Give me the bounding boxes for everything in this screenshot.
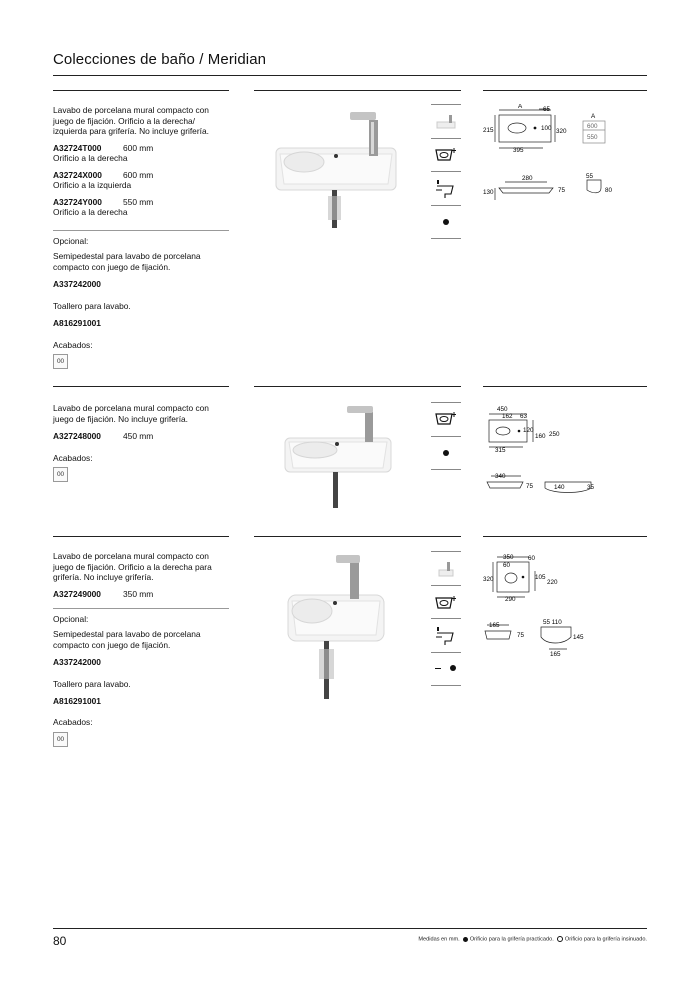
thumbnail-icon — [433, 559, 459, 581]
dim-165-b: 165 — [550, 651, 561, 658]
dim-220: 220 — [547, 579, 558, 586]
section1-icon-cell-4 — [431, 205, 461, 206]
dim-250: 250 — [549, 431, 560, 438]
practiced-hole-icon — [443, 450, 449, 456]
section1-note-3: Orificio a la derecha — [53, 207, 128, 217]
practiced-hole-icon — [443, 219, 449, 225]
footer-practiced: Orificio para la grifería practicado. — [469, 936, 554, 943]
dim-100: 100 — [541, 125, 552, 132]
dim-280: 280 — [522, 175, 533, 182]
section3-finishes-label: Acabados: — [53, 717, 93, 727]
footer-rule — [53, 928, 647, 929]
section1-code-2: A32724X000 — [53, 170, 102, 180]
section2-icon-cell-3 — [431, 469, 461, 470]
section1-icon-cell-1 — [431, 104, 461, 105]
section1-finishes-label: Acabados: — [53, 340, 93, 350]
dim-145: 145 — [573, 634, 584, 641]
dim-table-550: 550 — [587, 134, 598, 141]
footer-measures: Medidas en mm. — [418, 936, 460, 943]
section2-product-image — [275, 400, 405, 515]
dim-290: 290 — [505, 596, 516, 603]
section3-finish-swatch: 00 — [53, 732, 68, 747]
dim-35: 35 — [587, 484, 595, 491]
thumbnail-icon — [433, 112, 459, 132]
section3-icon-column — [431, 551, 461, 687]
section3-rule-dims — [483, 536, 647, 537]
section2-icon-cell-2 — [431, 436, 461, 437]
section2-icon-column — [431, 402, 461, 470]
section3-optional-code: A337242000 — [53, 657, 101, 667]
dim-55: 55 — [586, 173, 594, 180]
section3-optional-label: Opcional: — [53, 614, 89, 624]
section1-code-1: A32724T000 — [53, 143, 102, 153]
section2-code: A327248000 — [53, 431, 101, 441]
dim-140: 140 — [554, 484, 565, 491]
section2-icon-cell-1 — [431, 402, 461, 403]
dim-60-a: 60 — [528, 555, 536, 562]
section1-icon-cell-5 — [431, 238, 461, 239]
section1-code-3: A32724Y000 — [53, 197, 102, 207]
basin-icon — [433, 146, 459, 164]
section3-icon-cell-1 — [431, 551, 461, 552]
dim-65: 65 — [543, 106, 551, 113]
section3-icon-cell-3 — [431, 618, 461, 619]
dim-table-600: 600 — [587, 123, 598, 130]
practiced-hole-icon — [450, 665, 456, 671]
footer-legend — [418, 936, 647, 942]
section1-note-2: Orificio a la izquierda — [53, 180, 132, 190]
dim-120: 120 — [523, 427, 534, 434]
dim-75: 75 — [526, 483, 534, 490]
section1-description: Lavabo de porcelana mural compacto con juego de fijación. Orificio a la derecha/ izquierda para grifería. No incluye grifería. — [53, 105, 209, 137]
section3-size: 350 mm — [123, 589, 154, 599]
section2-rule-image — [254, 386, 461, 387]
dim-75: 75 — [517, 632, 525, 639]
wall-mount-icon — [433, 178, 459, 198]
section1-note-1: Orificio a la derecha — [53, 153, 128, 163]
section1-size-1: 600 mm — [123, 143, 154, 153]
section3-icon-cell-2 — [431, 585, 461, 586]
dim-350: 350 — [503, 554, 514, 561]
section1-towel-code: A816291001 — [53, 318, 101, 328]
section2-rule-text — [53, 386, 229, 387]
section1-product-image — [262, 96, 412, 236]
section3-description: Lavabo de porcelana mural compacto con juego de fijación. Orificio a la derecha para grifería. No incluye grifería. — [53, 551, 212, 583]
section1-rule-dims — [483, 90, 647, 91]
dim-60-b: 60 — [503, 562, 511, 569]
section2-description: Lavabo de porcelana mural compacto con juego de fijación. No incluye grifería. — [53, 403, 209, 424]
section1-icon-cell-2 — [431, 138, 461, 139]
section2-finish-swatch: 00 — [53, 467, 68, 482]
section1-optional-desc: Semipedestal para lavabo de porcelana compacto con juego de fijación. — [53, 251, 201, 272]
section3-dimension-drawing — [483, 551, 647, 661]
section3-towel-desc: Toallero para lavabo. — [53, 679, 131, 689]
section1-size-3: 550 mm — [123, 197, 154, 207]
dim-165-a: 165 — [489, 622, 500, 629]
section2-dimension-drawing — [483, 402, 647, 498]
page-title: Colecciones de baño / Meridian — [53, 51, 267, 68]
dim-a: A — [518, 104, 523, 110]
dim-315: 315 — [495, 447, 506, 454]
section1-icon-column — [431, 104, 461, 240]
section1-rule-image — [254, 90, 461, 91]
section1-towel-desc: Toallero para lavabo. — [53, 301, 131, 311]
header-rule — [53, 75, 647, 76]
section3-towel-code: A816291001 — [53, 696, 101, 706]
section1-size-2: 600 mm — [123, 170, 154, 180]
dim-75: 75 — [558, 187, 566, 194]
section3-code: A327249000 — [53, 589, 101, 599]
section1-rule-text — [53, 90, 229, 91]
page-number: 80 — [53, 934, 67, 948]
dim-130: 130 — [483, 189, 494, 196]
dim-55-110: 55 110 — [543, 619, 562, 626]
dim-63: 63 — [520, 413, 528, 420]
practiced-hole-legend-icon — [463, 937, 468, 942]
dim-340: 340 — [495, 473, 506, 480]
dim-160: 160 — [535, 433, 546, 440]
dim-450: 450 — [497, 406, 508, 413]
section3-rule-text — [53, 536, 229, 537]
section1-optional-code: A337242000 — [53, 279, 101, 289]
section3-icon-cell-4 — [431, 652, 461, 653]
section2-finishes-label: Acabados: — [53, 453, 93, 463]
wall-mount-icon — [433, 625, 459, 645]
section2-rule-dims — [483, 386, 647, 387]
insinuated-hole-legend-icon — [557, 936, 563, 942]
section3-product-image — [280, 545, 400, 705]
section1-optional-label: Opcional: — [53, 236, 89, 246]
section3-icon-cell-5 — [431, 685, 461, 686]
insinuated-hole-dash-icon — [435, 668, 441, 669]
dim-395: 395 — [513, 147, 524, 154]
section3-rule-image — [254, 536, 461, 537]
basin-icon — [433, 410, 459, 428]
dim-table-head: A — [591, 113, 596, 120]
dim-162: 162 — [502, 413, 513, 420]
section2-size: 450 mm — [123, 431, 154, 441]
section3-optional-desc: Semipedestal para lavabo de porcelana compacto con juego de fijación. — [53, 629, 201, 650]
section1-optional-rule — [53, 230, 229, 231]
dim-105: 105 — [535, 574, 546, 581]
section1-finish-swatch: 00 — [53, 354, 68, 369]
dim-80: 80 — [605, 187, 613, 194]
footer-insinuated: Orificio para la grifería insinuado. — [564, 936, 647, 943]
section1-dimension-drawing — [483, 104, 647, 204]
dim-215: 215 — [483, 127, 494, 134]
dim-320: 320 — [556, 128, 567, 135]
section1-icon-cell-3 — [431, 171, 461, 172]
dim-320: 320 — [483, 576, 494, 583]
section3-optional-rule — [53, 608, 229, 609]
basin-icon — [433, 594, 459, 612]
